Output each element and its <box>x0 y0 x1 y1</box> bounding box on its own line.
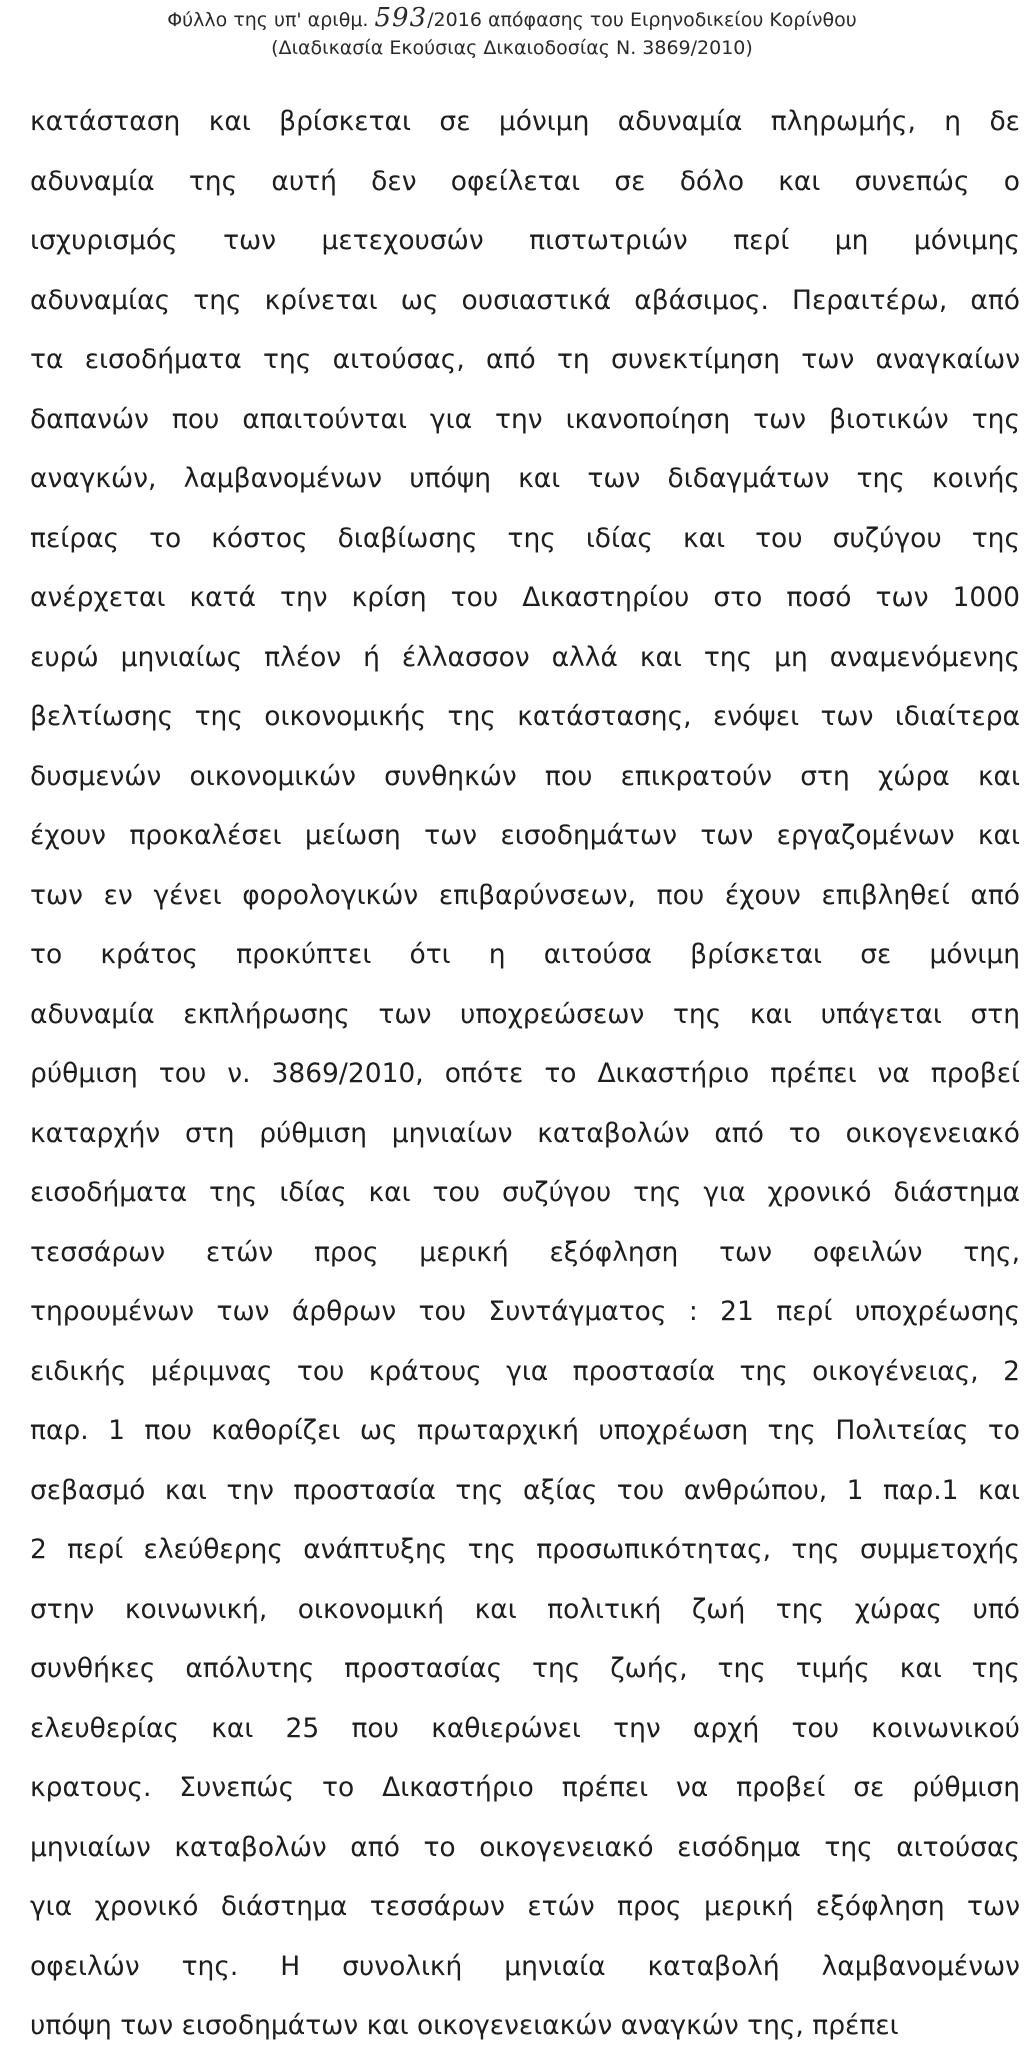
body-line: συνθήκες απόλυτης προστασίας της ζωής, της τιμής και της <box>30 1653 1020 1684</box>
body-line: ρύθμιση του ν. 3869/2010, οπότε το Δικαστήριο πρέπει να προβεί <box>30 1058 1020 1089</box>
header-suffix: /2016 απόφασης του Ειρηνοδικείου Κορίνθου <box>427 9 857 31</box>
body-line: δαπανών που απαιτούνται για την ικανοποίηση των βιοτικών της <box>30 403 1020 435</box>
header-line-1 <box>0 4 1024 34</box>
body-line: αδυναμίας της κρίνεται ως ουσιαστικά αβάσιμος. Περαιτέρω, από <box>30 284 1020 316</box>
header-prefix: Φύλλο της υπ' αριθμ. <box>167 9 369 31</box>
body-line: εισοδήματα της ιδίας και του συζύγου της για χρονικό διάστημα <box>30 1177 1020 1208</box>
body-line: τηρουμένων των άρθρων του Συντάγματος : 21 περί υποχρέωσης <box>30 1296 1020 1327</box>
body-line: κατάσταση και βρίσκεται σε μόνιμη αδυναμία πληρωμής, η δε <box>30 106 1020 137</box>
body-line: των εν γένει φορολογικών επιβαρύνσεων, που έχουν επιβληθεί από <box>30 879 1020 911</box>
body-line: ελευθερίας και 25 που καθιερώνει την αρχή του κοινωνικού <box>30 1712 1020 1744</box>
header-line-2: (Διαδικασία Εκούσιας Δικαιοδοσίας Ν. 3869/2010) <box>271 37 753 59</box>
body-line: ευρώ μηνιαίως πλέον ή έλλασσον αλλά και της μη αναμενόμενης <box>30 641 1020 673</box>
body-line: ισχυρισμός των μετεχουσών πιστωτριών περί μη μόνιμης <box>30 225 1020 256</box>
body-line: το κράτος προκύπτει ότι η αιτούσα βρίσκεται σε μόνιμη <box>30 939 1020 970</box>
body-line: μηνιαίων καταβολών από το οικογενειακό εισόδημα της αιτούσας <box>30 1831 1020 1863</box>
body-line: για χρονικό διάστημα τεσσάρων ετών προς μερική εξόφληση των <box>30 1891 1020 1922</box>
body-line: σεβασμό και την προστασία της αξίας του ανθρώπου, 1 παρ.1 και <box>30 1474 1020 1506</box>
body-line: παρ. 1 που καθορίζει ως πρωταρχική υποχρέωση της Πολιτείας το <box>30 1415 1020 1446</box>
body-line: τεσσάρων ετών προς μερική εξόφληση των οφειλών της, <box>30 1236 1020 1268</box>
body-line: ανέρχεται κατά την κρίση του Δικαστηρίου στο ποσό των 1000 <box>30 582 1020 613</box>
body-line: κρατους. Συνεπώς το Δικαστήριο πρέπει να προβεί σε ρύθμιση <box>30 1772 1020 1803</box>
body-line: αδυναμία εκπλήρωσης των υποχρεώσεων της και υπάγεται στη <box>30 998 1020 1030</box>
body-line: τα εισοδήματα της αιτούσας, από τη συνεκτίμηση των αναγκαίων <box>30 344 1020 375</box>
body-line: αδυναμία της αυτή δεν οφείλεται σε δόλο και συνεπώς ο <box>30 165 1020 197</box>
body-line: βελτίωσης της οικονομικής της κατάστασης, ενόψει των ιδιαίτερα <box>30 701 1020 732</box>
body-line: δυσμενών οικονομικών συνθηκών που επικρατούν στη χώρα και <box>30 760 1020 792</box>
body-line: αναγκών, λαμβανομένων υπόψη και των διδαγμάτων της κοινής <box>30 463 1020 494</box>
body-line: καταρχήν στη ρύθμιση μηνιαίων καταβολών από το οικογενειακό <box>30 1117 1020 1149</box>
document-body <box>30 92 1020 2056</box>
body-line: οφειλών της. Η συνολική μηνιαία καταβολή λαμβανομένων <box>30 1950 1020 1982</box>
body-line: ειδικής μέριμνας του κράτους για προστασία της οικογένειας, 2 <box>30 1355 1020 1387</box>
body-line: στην κοινωνική, οικονομική και πολιτική ζωή της χώρας υπό <box>30 1593 1020 1625</box>
body-line: υπόψη των εισοδημάτων και οικογενειακών αναγκών της, πρέπει <box>30 2010 899 2041</box>
body-line: έχουν προκαλέσει μείωση των εισοδημάτων των εργαζομένων και <box>30 820 1020 851</box>
handwritten-decision-number: 593 <box>374 3 428 33</box>
body-line: 2 περί ελεύθερης ανάπτυξης της προσωπικότητας, της συμμετοχής <box>30 1534 1020 1565</box>
page-header <box>0 4 1024 62</box>
body-line: πείρας το κόστος διαβίωσης της ιδίας και του συζύγου της <box>30 522 1020 554</box>
